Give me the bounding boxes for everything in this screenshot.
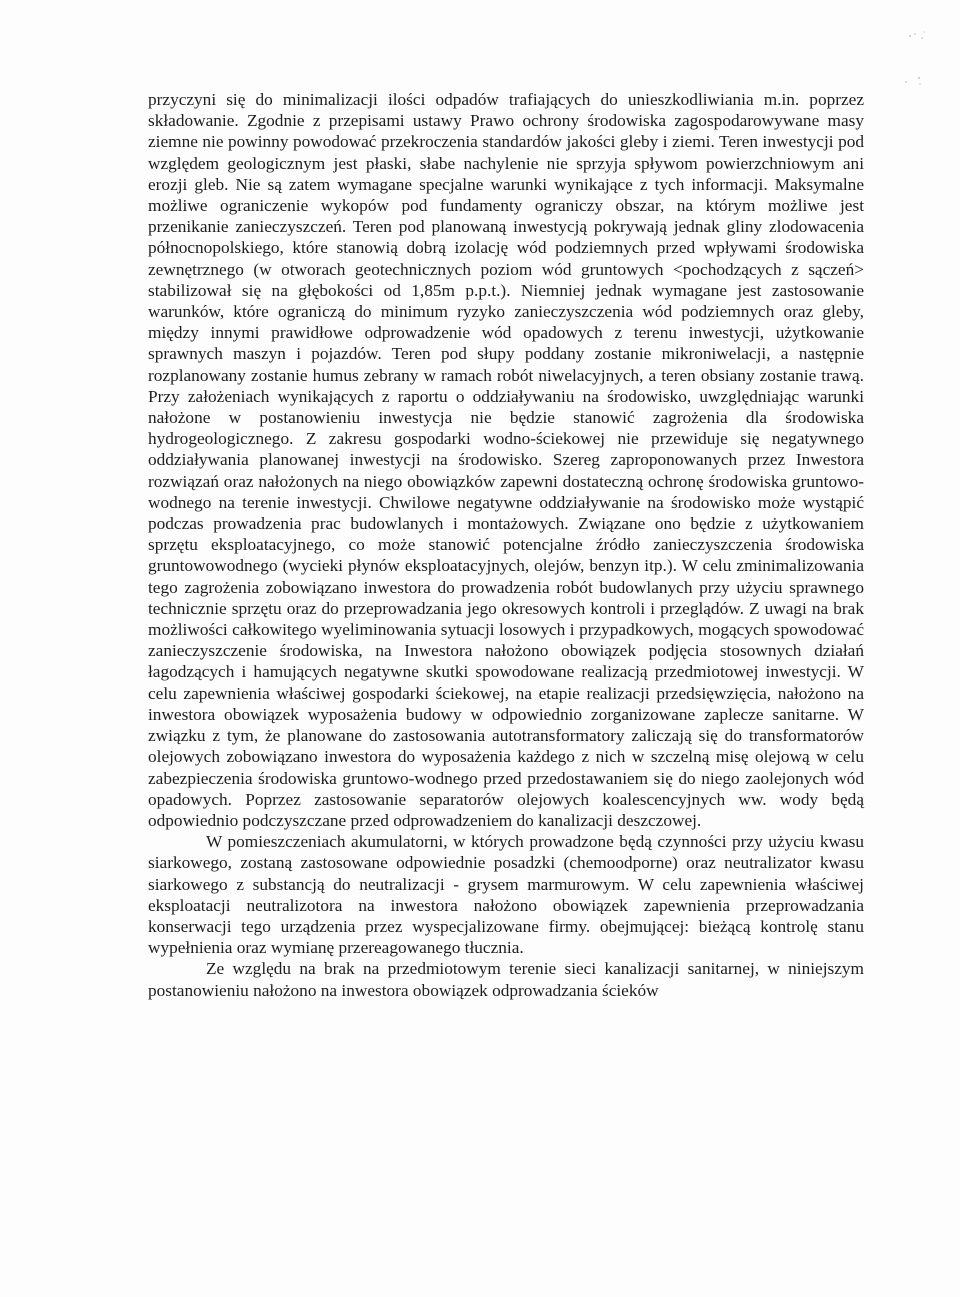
paragraph-2: W pomieszczeniach akumulatorni, w których prowadzone będą czynności przy użyciu kwasu siarkowego, zostaną zastosowane odpowiednie posadzki (chemoodporne) oraz neutralizator kwasu siarkowego z substancją do neutralizacji - grysem marmurowym. W celu zapewnienia właściwej eksploatacji neutralizotora na inwestora nałożono obowiązek zapewnienia przeprowadzania konserwacji tego urządzenia przez wyspecjalizowane firmy. obejmującej: bieżącą kontrolę stanu wypełnienia oraz wymianę przereagowanego tłucznia. bbox=[148, 832, 864, 958]
scan-artifact-marks bbox=[902, 30, 932, 100]
document-body bbox=[148, 89, 864, 1001]
paragraph-3: Ze względu na brak na przedmiotowym terenie sieci kanalizacji sanitarnej, w niniejszym postanowieniu nałożono na inwestora obowiązek odprowadzania ścieków bbox=[148, 959, 864, 1000]
paragraph-1: przyczyni się do minimalizacji ilości odpadów trafiających do unieszkodliwiania m.in. poprzez składowanie. Zgodnie z przepisami ustawy Prawo ochrony środowiska zagospodarowywane masy ziemne nie powinny powodować przekroczenia standardów jakości gleby i ziemi. Teren inwestycji pod względem geologicznym jest płaski, słabe nachylenie nie sprzyja spływom powierzchniowym ani erozji gleb. Nie są zatem wymagane specjalne warunki wynikające z tych informacji. Maksymalne możliwe ograniczenie wykopów pod fundamenty ograniczy obszar, na którym możliwe jest przenikanie zanieczyszczeń. Teren pod planowaną inwestycją pokrywają jednak gliny zlodowacenia północnopolskiego, które stanowią dobrą izolację wód podziemnych przed wpływami środowiska zewnętrznego (w otworach geotechnicznych poziom wód gruntowych <pochodzących z sączeń> stabilizował się na głębokości od 1,85m p.p.t.). Niemniej jednak wymagane jest zastosowanie warunków, które ograniczą do minimum ryzyko zanieczyszczenia wód podziemnych oraz gleby, między innymi prawidłowe odprowadzenie wód opadowych z terenu inwestycji, użytkowanie sprawnych maszyn i pojazdów. Teren pod słupy poddany zostanie mikroniwelacji, a następnie rozplanowany zostanie humus zebrany w ramach robót niwelacyjnych, a teren obsiany zostanie trawą. Przy założeniach wynikających z raportu o oddziaływaniu na środowisko, uwzględniając warunki nałożone w postanowieniu inwestycja nie będzie stanowić zagrożenia dla środowiska hydrogeologicznego. Z zakresu gospodarki wodno-ściekowej nie przewiduje się negatywnego oddziaływania planowanej inwestycji na środowisko. Szereg zaproponowanych przez Inwestora rozwiązań oraz nałożonych na niego obowiązków zapewni dostateczną ochronę środowiska gruntowo-wodnego na terenie inwestycji. Chwilowe negatywne oddziaływanie na środowisko może wystąpić podczas prowadzenia prac budowlanych i montażowych. Związane ono będzie z użytkowaniem sprzętu eksploatacyjnego, co może stanowić potencjalne źródło zanieczyszczenia środowiska gruntowowodnego (wycieki płynów eksploatacyjnych, olejów, benzyn itp.). W celu zminimalizowania tego zagrożenia zobowiązano inwestora do prowadzenia robót budowlanych przy użyciu sprawnego technicznie sprzętu oraz do przeprowadzania jego okresowych kontroli i przeglądów. Z uwagi na brak możliwości całkowitego wyeliminowania sytuacji losowych i przypadkowych, mogących spowodować zanieczyszczenie środowiska, na Inwestora nałożono obowiązek podjęcia stosownych działań łagodzących i hamujących negatywne skutki spowodowane realizacją przedmiotowej inwestycji. W celu zapewnienia właściwej gospodarki ściekowej, na etapie realizacji przedsięwzięcia, nałożono na inwestora obowiązek wyposażenia budowy w odpowiednio zorganizowane zaplecze sanitarne. W związku z tym, że planowane do zastosowania autotransformatory zaliczają się do transformatorów olejowych zobowiązano inwestora do wyposażenia każdego z nich w szczelną misę olejową w celu zabezpieczenia środowiska gruntowo-wodnego przed przedostawaniem się do niego zaolejonych wód opadowych. Poprzez zastosowanie separatorów olejowych koalescencyjnych ww. wody będą odpowiednio podczyszczane przed odprowadzeniem do kanalizacji deszczowej. bbox=[148, 90, 864, 830]
